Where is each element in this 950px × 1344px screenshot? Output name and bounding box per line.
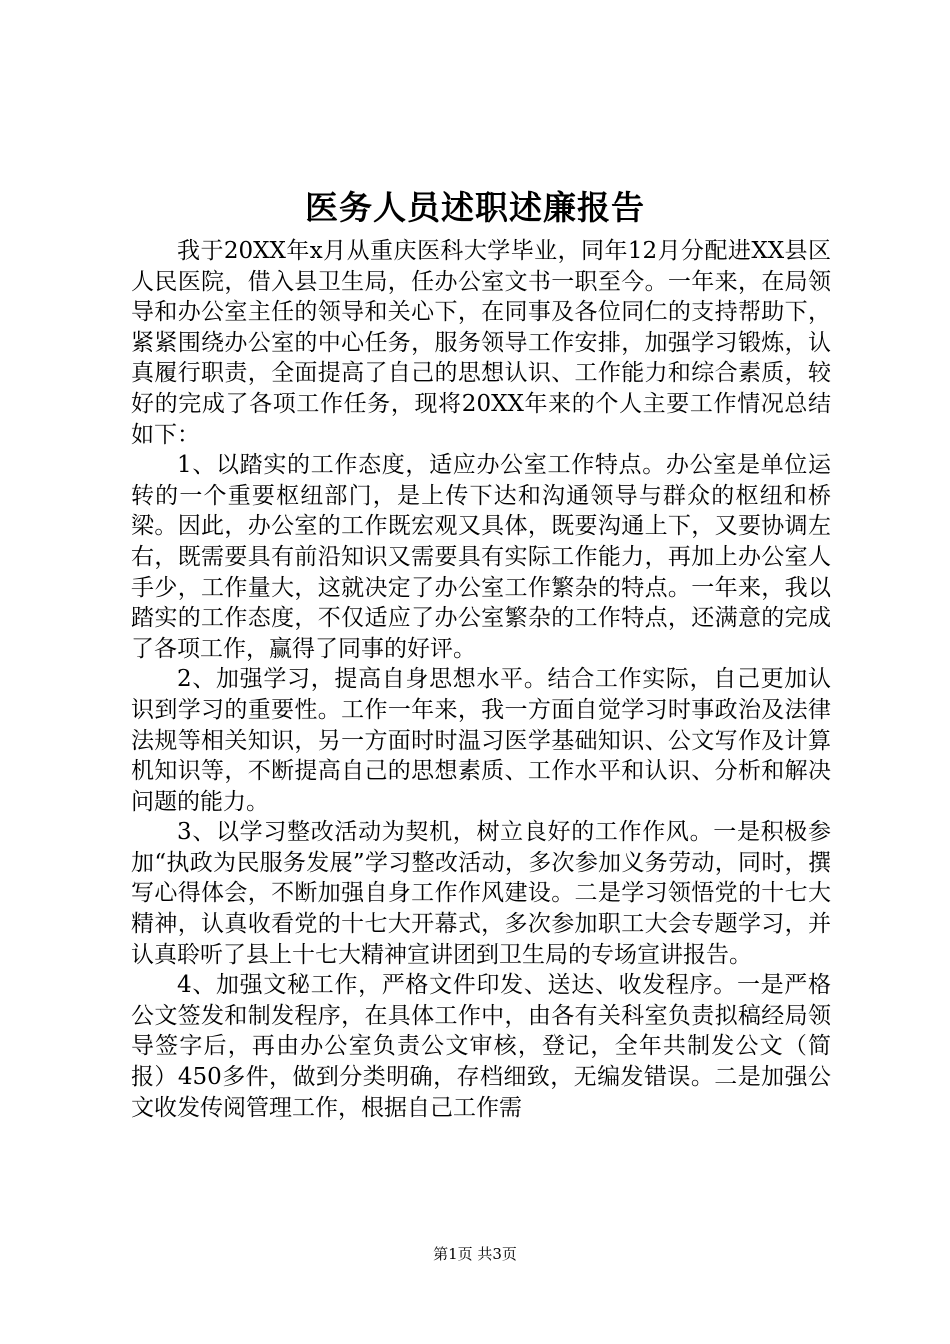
paragraph-item-2: 2、加强学习，提高自身思想水平。结合工作实际，自己更加认识到学习的重要性。工作一年来，我一方面自觉学习时事政治及法律法规等相关知识，另一方面时时温习医学基础知识、公文写作及计算机知识等，不断提高自己的思想素质、工作水平和认识、分析和解决问题的能力。	[131, 666, 831, 815]
paragraph-item-4: 4、加强文秘工作，严格文件印发、送达、收发程序。一是严格公文签发和制发程序，在具体工作中，由各有关科室负责拟稿经局领导签字后，再由办公室负责公文审核，登记，全年共制发公文（简报）450多件，做到分类明确，存档细致，无编发错误。二是加强公文收发传阅管理工作，根据自己工作需	[131, 972, 831, 1121]
paragraph-item-1: 1、以踏实的工作态度，适应办公室工作特点。办公室是单位运转的一个重要枢纽部门，是上传下达和沟通领导与群众的枢纽和桥梁。因此，办公室的工作既宏观又具体，既要沟通上下，又要协调左右，既需要具有前沿知识又需要具有实际工作能力，再加上办公室人手少，工作量大，这就决定了办公室工作繁杂的特点。一年来，我以踏实的工作态度，不仅适应了办公室繁杂的工作特点，还满意的完成了各项工作，赢得了同事的好评。	[131, 452, 831, 662]
page-number-footer: 第1页 共3页	[433, 1245, 517, 1263]
document-title: 医务人员述职述廉报告	[305, 188, 645, 227]
paragraph-item-3: 3、以学习整改活动为契机，树立良好的工作作风。一是积极参加“执政为民服务发展”学习整改活动，多次参加义务劳动，同时，撰写心得体会，不断加强自身工作作风建设。二是学习领悟党的十七大精神，认真收看党的十七大开幕式，多次参加职工大会专题学习，并认真聆听了县上十七大精神宣讲团到卫生局的专场宣讲报告。	[131, 819, 831, 968]
paragraph-intro: 我于20XX年x月从重庆医科大学毕业，同年12月分配进XX县区人民医院，借入县卫生局，任办公室文书一职至今。一年来，在局领导和办公室主任的领导和关心下，在同事及各位同仁的支持帮助下，紧紧围绕办公室的中心任务，服务领导工作安排，加强学习锻炼，认真履行职责，全面提高了自己的思想认识、工作能力和综合素质，较好的完成了各项工作任务，现将20XX年来的个人主要工作情况总结如下：	[131, 238, 831, 448]
document-body	[131, 236, 831, 1123]
